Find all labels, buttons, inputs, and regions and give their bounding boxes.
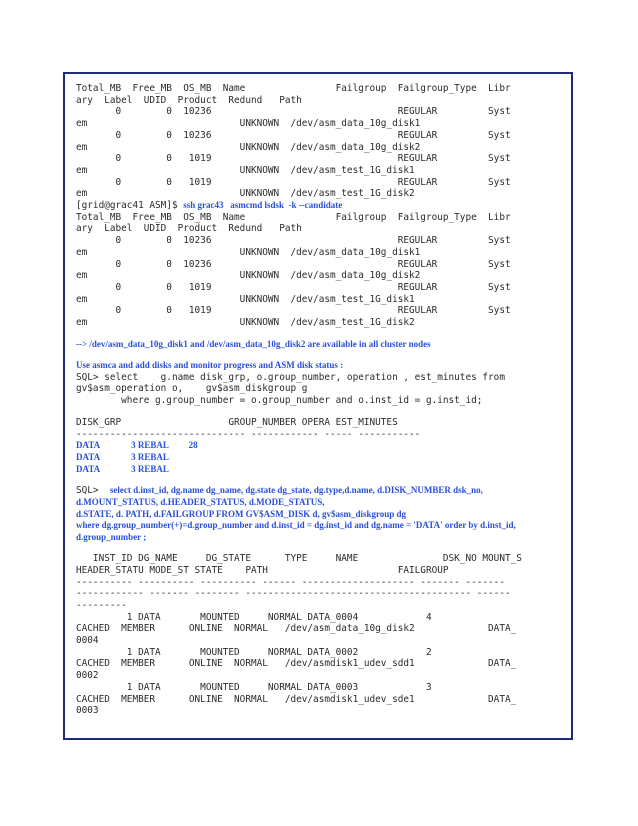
result-line: 1 DATA MOUNTED NORMAL DATA_0003 3 (76, 681, 432, 693)
listing-line: 0 0 1019 REGULAR Syst (76, 153, 511, 165)
result-line: --------- (76, 599, 127, 611)
listing-line: 0 0 10236 REGULAR Syst (76, 106, 511, 118)
sql-line: SQL> select g.name disk_grp, o.group_number, operation , est_minutes from (76, 371, 505, 383)
listing-line: em UNKNOWN /dev/asm_test_1G_disk2 (76, 188, 415, 200)
note-use-asmca: Use asmca and add disks and monitor progress and ASM disk status : (76, 360, 344, 371)
listing-line: Total_MB Free_MB OS_MB Name Failgroup Failgroup_Type Libr (76, 83, 511, 94)
sql-line: d.MOUNT_STATUS, d.HEADER_STATUS, d.MODE_STATUS, (76, 497, 325, 508)
sql-prompt: SQL> (76, 485, 110, 497)
sql-line (76, 485, 566, 497)
result-row: DATA 3 REBAL (76, 451, 169, 462)
result-line: ------------ ------- -------- ---------------------------------------- ------ (76, 588, 511, 600)
sql-line: gv$asm_operation o, gv$asm_diskgroup g (76, 383, 308, 395)
listing-line: em UNKNOWN /dev/asm_data_10g_disk2 (76, 270, 421, 282)
listing-line: em UNKNOWN /dev/asm_test_1G_disk2 (76, 317, 415, 329)
sql-line: d.group_number ; (76, 531, 147, 542)
operations-result (76, 417, 566, 476)
listing-line: 0 0 1019 REGULAR Syst (76, 176, 511, 188)
listing-line: em UNKNOWN /dev/asm_data_10g_disk2 (76, 141, 421, 153)
shell-command: ssh grac43 asmcmd lsdsk -k --candidate (183, 200, 343, 211)
listing-line: em UNKNOWN /dev/asm_test_1G_disk1 (76, 293, 415, 305)
result-separator: ------------------------------ ------------ ----- ----------- (76, 428, 421, 440)
listing-line: 0 0 10236 REGULAR Syst (76, 129, 511, 141)
sql-query-disks (76, 485, 566, 543)
result-header: DISK_GRP GROUP_NUMBER OPERA EST_MINUTES (76, 416, 398, 428)
sql-query-operations (76, 372, 566, 407)
result-line: INST_ID DG_NAME DG_STATE TYPE NAME DSK_NO MOUNT_S (76, 553, 522, 565)
document-frame (63, 72, 573, 740)
result-line: CACHED MEMBER ONLINE NORMAL /dev/asmdisk1_udev_sde1 DATA_ (76, 693, 517, 705)
shell-prompt-line (76, 200, 566, 212)
disks-result (76, 553, 566, 717)
listing-line: em UNKNOWN /dev/asm_data_10g_disk1 (76, 118, 421, 130)
listing-line: ary Label UDID Product Redund Path (76, 94, 302, 106)
listing-line: Total_MB Free_MB OS_MB Name Failgroup Failgroup_Type Libr (76, 211, 511, 223)
result-line: HEADER_STATU MODE_ST STATE PATH FAILGROUP (76, 564, 449, 576)
result-line: 0003 (76, 705, 99, 717)
candidate-disks-listing-1 (76, 83, 566, 200)
result-row: DATA 3 REBAL 28 (76, 440, 198, 451)
sql-text: select d.inst_id, dg.name dg_name, dg.state dg_state, dg.type,d.name, d.DISK_NUMBER dsk_no, (109, 485, 483, 496)
listing-line: ary Label UDID Product Redund Path (76, 223, 302, 235)
shell-prompt: [grid@grac41 ASM]$ (76, 200, 184, 212)
listing-line: em UNKNOWN /dev/asm_data_10g_disk1 (76, 246, 421, 258)
sql-line: where g.group_number = o.group_number and o.inst_id = g.inst_id; (76, 395, 483, 407)
result-line: ---------- ---------- ---------- ------ -------------------- ------- ------- (76, 576, 505, 588)
listing-line: 0 0 1019 REGULAR Syst (76, 305, 511, 317)
result-line: 0002 (76, 670, 99, 682)
listing-line: 0 0 1019 REGULAR Syst (76, 281, 511, 293)
result-line: 1 DATA MOUNTED NORMAL DATA_0004 4 (76, 611, 432, 623)
result-row: DATA 3 REBAL (76, 463, 169, 474)
candidate-disks-listing-2 (76, 212, 566, 329)
note-disks-available: --> /dev/asm_data_10g_disk1 and /dev/asm_data_10g_disk2 are available in all cluster nodes (76, 338, 431, 349)
listing-line: 0 0 10236 REGULAR Syst (76, 235, 511, 247)
document-content (76, 83, 566, 717)
listing-line: em UNKNOWN /dev/asm_test_1G_disk1 (76, 164, 415, 176)
result-line: 0004 (76, 635, 99, 647)
listing-line: 0 0 10236 REGULAR Syst (76, 258, 511, 270)
sql-line: where dg.group_number(+)=d.group_number and d.inst_id = dg.inst_id and dg.name = 'DATA' order by d.inst_id, (76, 520, 516, 531)
result-line: CACHED MEMBER ONLINE NORMAL /dev/asmdisk1_udev_sdd1 DATA_ (76, 658, 517, 670)
sql-line: d.STATE, d. PATH, d.FAILGROUP FROM GV$ASM_DISK d, gv$asm_diskgroup dg (76, 508, 407, 519)
result-line: 1 DATA MOUNTED NORMAL DATA_0002 2 (76, 646, 432, 658)
result-line: CACHED MEMBER ONLINE NORMAL /dev/asm_data_10g_disk2 DATA_ (76, 623, 517, 635)
